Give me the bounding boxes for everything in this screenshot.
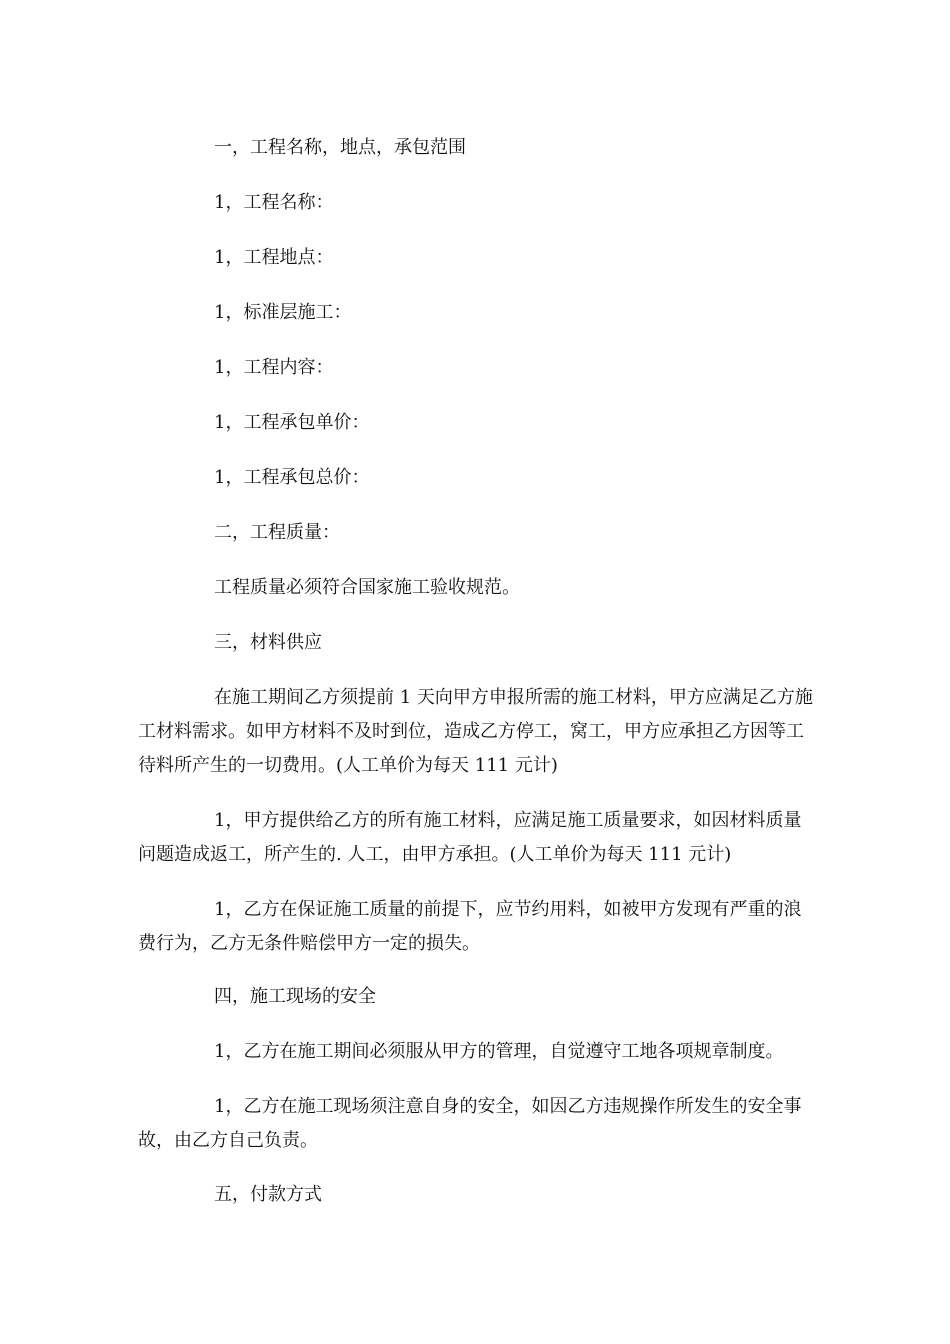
quality-paragraph: 工程质量必须符合国家施工验收规范。 [214,577,520,598]
list-item-standard-floor: 1，标准层施工： [214,302,352,323]
section-heading-2: 二，工程质量： [214,522,340,543]
section-heading-3: 三，材料供应 [214,632,322,653]
material-quality-paragraph: 1，甲方提供给乙方的所有施工材料，应满足施工质量要求，如因材料质量问题造成返工，所产生的. 人工，由甲方承担。(人工单价为每天 111 元计) [138,810,802,865]
list-item-unit-price: 1，工程承包单价： [214,412,370,433]
section-heading-1: 一，工程名称，地点，承包范围 [214,137,466,158]
list-item-project-content: 1，工程内容： [214,357,334,378]
material-saving-paragraph: 1，乙方在保证施工质量的前提下，应节约用料，如被甲方发现有严重的浪费行为，乙方无条件赔偿甲方一定的损失。 [138,899,802,954]
list-item-project-location: 1，工程地点： [214,247,334,268]
list-item-project-name: 1，工程名称： [214,192,334,213]
section-heading-5: 五，付款方式 [214,1184,322,1205]
list-item-total-price: 1，工程承包总价： [214,467,370,488]
section-heading-4: 四，施工现场的安全 [214,986,376,1007]
site-safety-paragraph: 1，乙方在施工现场须注意自身的安全，如因乙方违规操作所发生的安全事故，由乙方自己负责。 [138,1096,802,1151]
site-management-paragraph: 1，乙方在施工期间必须服从甲方的管理，自觉遵守工地各项规章制度。 [214,1041,784,1062]
material-supply-paragraph: 在施工期间乙方须提前 1 天向甲方申报所需的施工材料，甲方应满足乙方施工材料需求。如甲方材料不及时到位，造成乙方停工，窝工，甲方应承担乙方因等工待料所产生的一切费用。(人工单价为每天 111 元计) [138,687,813,776]
